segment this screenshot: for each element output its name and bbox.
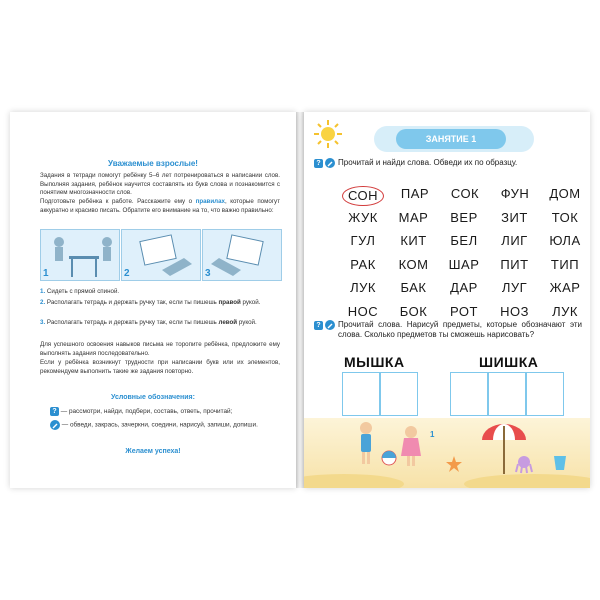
illustration-sitting xyxy=(40,229,120,281)
word-cell[interactable]: ДАР xyxy=(450,280,478,295)
closing-text: Желаем успеха! xyxy=(125,448,181,455)
illustration-number: 2 xyxy=(124,268,130,279)
lesson-badge: ЗАНЯТИЕ 1 xyxy=(396,129,506,149)
word-row xyxy=(344,186,584,210)
pencil-icon xyxy=(325,158,335,168)
question-icon: ? xyxy=(314,321,323,330)
word-grid xyxy=(344,186,584,327)
word-cell[interactable]: НОС xyxy=(347,303,379,319)
word-cell[interactable]: ЖУК xyxy=(348,209,378,225)
word-cell[interactable]: ЮЛА xyxy=(549,233,581,248)
word-mouse: МЫШКА xyxy=(344,354,405,370)
word-cell[interactable]: ЛУГ xyxy=(501,280,528,295)
word-cell[interactable]: СОК xyxy=(450,186,480,201)
word-cone: ШИШКА xyxy=(479,354,539,370)
drawing-box[interactable] xyxy=(450,372,488,416)
rules-link[interactable]: правилах xyxy=(195,198,225,205)
word-cell[interactable]: БАК xyxy=(400,280,427,295)
question-icon: ? xyxy=(50,407,59,416)
book-spine xyxy=(296,112,304,488)
pencil-icon xyxy=(325,320,335,330)
word-cell[interactable]: КИТ xyxy=(400,233,427,248)
word-cell[interactable]: ЖАР xyxy=(549,280,581,295)
word-cell[interactable]: БЕЛ xyxy=(450,233,478,248)
word-cell[interactable]: ДОМ xyxy=(549,186,581,201)
left-title: Уважаемые взрослые! xyxy=(108,159,198,168)
drawing-box[interactable] xyxy=(342,372,380,416)
rule-3: 3. Располагать тетрадь и держать ручку так, если ты пишешь левой рукой. xyxy=(40,319,257,326)
word-cell[interactable]: ШАР xyxy=(448,256,480,272)
word-cell[interactable]: НОЗ xyxy=(500,303,529,319)
word-cell[interactable]: ЛУК xyxy=(350,280,376,295)
word-cell[interactable]: РАК xyxy=(350,256,376,272)
word-cell[interactable]: ЛУК xyxy=(552,303,578,319)
intro-paragraph: Задания в тетради помогут ребёнку 5–6 лет потренироваться в написании слов. Выполняя задания, ребёнок научится составлять из букв слова и познакомится с понятием многозначности слов. xyxy=(40,172,280,197)
right-page xyxy=(304,112,590,488)
word-row xyxy=(344,210,584,234)
repeat-paragraph: Если у ребёнка возникнут трудности при написании букв или их элементов, рекомендуем выполнить такие же задания повторно. xyxy=(40,359,280,375)
drawing-box[interactable] xyxy=(526,372,564,416)
word-cell[interactable]: ТОК xyxy=(551,209,579,225)
illustration-number: 3 xyxy=(205,268,211,279)
page-number: 1 xyxy=(430,430,435,439)
task-1: ? Прочитай и найди слова. Обведи их по образцу. xyxy=(314,158,582,168)
drawing-box[interactable] xyxy=(488,372,526,416)
illustration-number: 1 xyxy=(43,268,49,279)
word-cell[interactable]: ЛИГ xyxy=(501,233,528,248)
word-cell[interactable]: ФУН xyxy=(500,186,530,201)
beach-illustration xyxy=(304,418,590,488)
word-cell[interactable]: ГУЛ xyxy=(350,233,376,248)
rule-1: 1. Сидеть с прямой спиной. xyxy=(40,288,120,295)
word-row xyxy=(344,280,584,304)
word-cell[interactable]: ПИТ xyxy=(500,256,529,272)
word-row xyxy=(344,233,584,257)
question-icon: ? xyxy=(314,159,323,168)
rule-2: 2. Располагать тетрадь и держать ручку так, если ты пишешь правой рукой. xyxy=(40,299,261,306)
legend-pencil-row: — обведи, закрась, зачеркни, соедини, нарисуй, запиши, допиши. xyxy=(50,420,280,430)
task-2: ? Прочитай слова. Нарисуй предметы, которые обозначают эти слова. Сколько предметов ты сможешь нарисовать? xyxy=(314,320,582,340)
word-cell[interactable]: ЗИТ xyxy=(501,209,528,225)
word-cell[interactable]: ВЕР xyxy=(450,209,478,225)
pencil-icon xyxy=(50,420,60,430)
legend-title: Условные обозначения: xyxy=(111,394,195,401)
patience-paragraph: Для успешного освоения навыков письма не торопите ребёнка, предложите ему выполнять задания последовательно. xyxy=(40,341,280,357)
word-cell[interactable]: БОК xyxy=(399,303,428,319)
word-row xyxy=(344,257,584,281)
word-cell[interactable]: КОМ xyxy=(398,256,429,272)
left-page xyxy=(10,112,296,488)
word-cell[interactable]: МАР xyxy=(398,209,429,225)
drawing-box[interactable] xyxy=(380,372,418,416)
legend-question-row: ? — рассмотри, найди, подбери, составь, ответь, прочитай; xyxy=(50,407,280,417)
illustration-right-hand xyxy=(121,229,201,281)
sun-icon xyxy=(312,118,344,150)
word-sample-circled[interactable]: СОН xyxy=(342,186,384,206)
rules-paragraph: Подготовьте ребёнка к работе. Расскажите ему о правилах, которые помогут аккуратно и красиво писать. Обратите его внимание на то, что важно правильно: xyxy=(40,198,280,214)
word-cell[interactable]: ПАР xyxy=(400,186,430,201)
word-cell[interactable]: ТИП xyxy=(550,256,580,272)
word-cell[interactable]: РОТ xyxy=(450,303,478,319)
illustration-left-hand xyxy=(202,229,282,281)
